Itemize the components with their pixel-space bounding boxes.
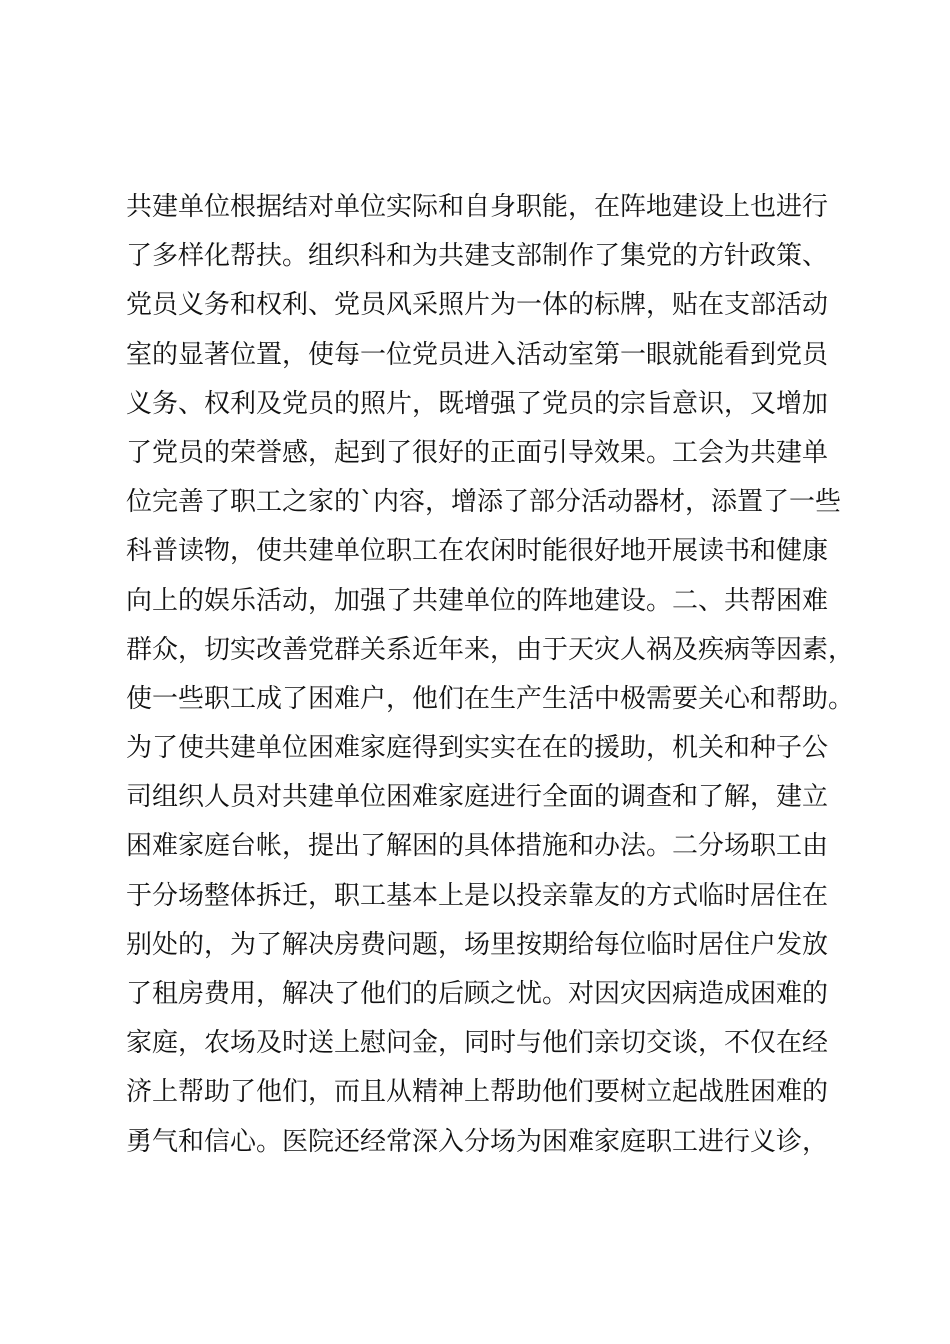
- text-line: 室的显著位置，使每一位党员进入活动室第一眼就能看到党员: [126, 339, 829, 370]
- text-line: 使一些职工成了困难户，他们在生产生活中极需要关心和帮助。: [126, 683, 855, 714]
- text-line: 司组织人员对共建单位困难家庭进行全面的调查和了解，建立: [126, 782, 829, 813]
- body-text: [126, 183, 855, 1167]
- text-line: 为了使共建单位困难家庭得到实实在在的援助，机关和种子公: [126, 733, 829, 764]
- text-line: 家庭，农场及时送上慰问金，同时与他们亲切交谈，不仅在经: [126, 1028, 829, 1059]
- text-line: 了租房费用，解决了他们的后顾之忧。对因灾因病造成困难的: [126, 979, 829, 1009]
- text-line: 义务、权利及党员的照片，既增强了党员的宗旨意识，又增加: [126, 388, 829, 419]
- text-line: 党员义务和权利、党员风采照片为一体的标牌，贴在支部活动: [126, 290, 829, 321]
- text-line: 济上帮助了他们，而且从精神上帮助他们要树立起战胜困难的: [126, 1077, 829, 1108]
- text-line: 于分场整体拆迁，职工基本上是以投亲靠友的方式临时居住在: [126, 880, 829, 911]
- text-line: 科普读物，使共建单位职工在农闲时能很好地开展读书和健康: [126, 536, 829, 567]
- text-line: 困难家庭台帐，提出了解困的具体措施和办法。二分场职工由: [126, 831, 829, 862]
- text-line: 共建单位根据结对单位实际和自身职能，在阵地建设上也进行: [126, 192, 829, 222]
- text-line: 群众，切实改善党群关系近年来，由于天灾人祸及疾病等因素，: [126, 634, 855, 665]
- text-line: 位完善了职工之家的`内容，增添了部分活动器材，添置了一些: [126, 487, 842, 518]
- text-line: 向上的娱乐活动，加强了共建单位的阵地建设。二、共帮困难: [126, 585, 829, 616]
- text-line: 勇气和信心。医院还经常深入分场为困难家庭职工进行义诊，: [126, 1126, 829, 1157]
- text-line: 了党员的荣誉感，起到了很好的正面引导效果。工会为共建单: [126, 437, 829, 468]
- text-line: 了多样化帮扶。组织科和为共建支部制作了集党的方针政策、: [126, 241, 829, 272]
- text-line: 别处的，为了解决房费问题，场里按期给每位临时居住户发放: [126, 929, 829, 960]
